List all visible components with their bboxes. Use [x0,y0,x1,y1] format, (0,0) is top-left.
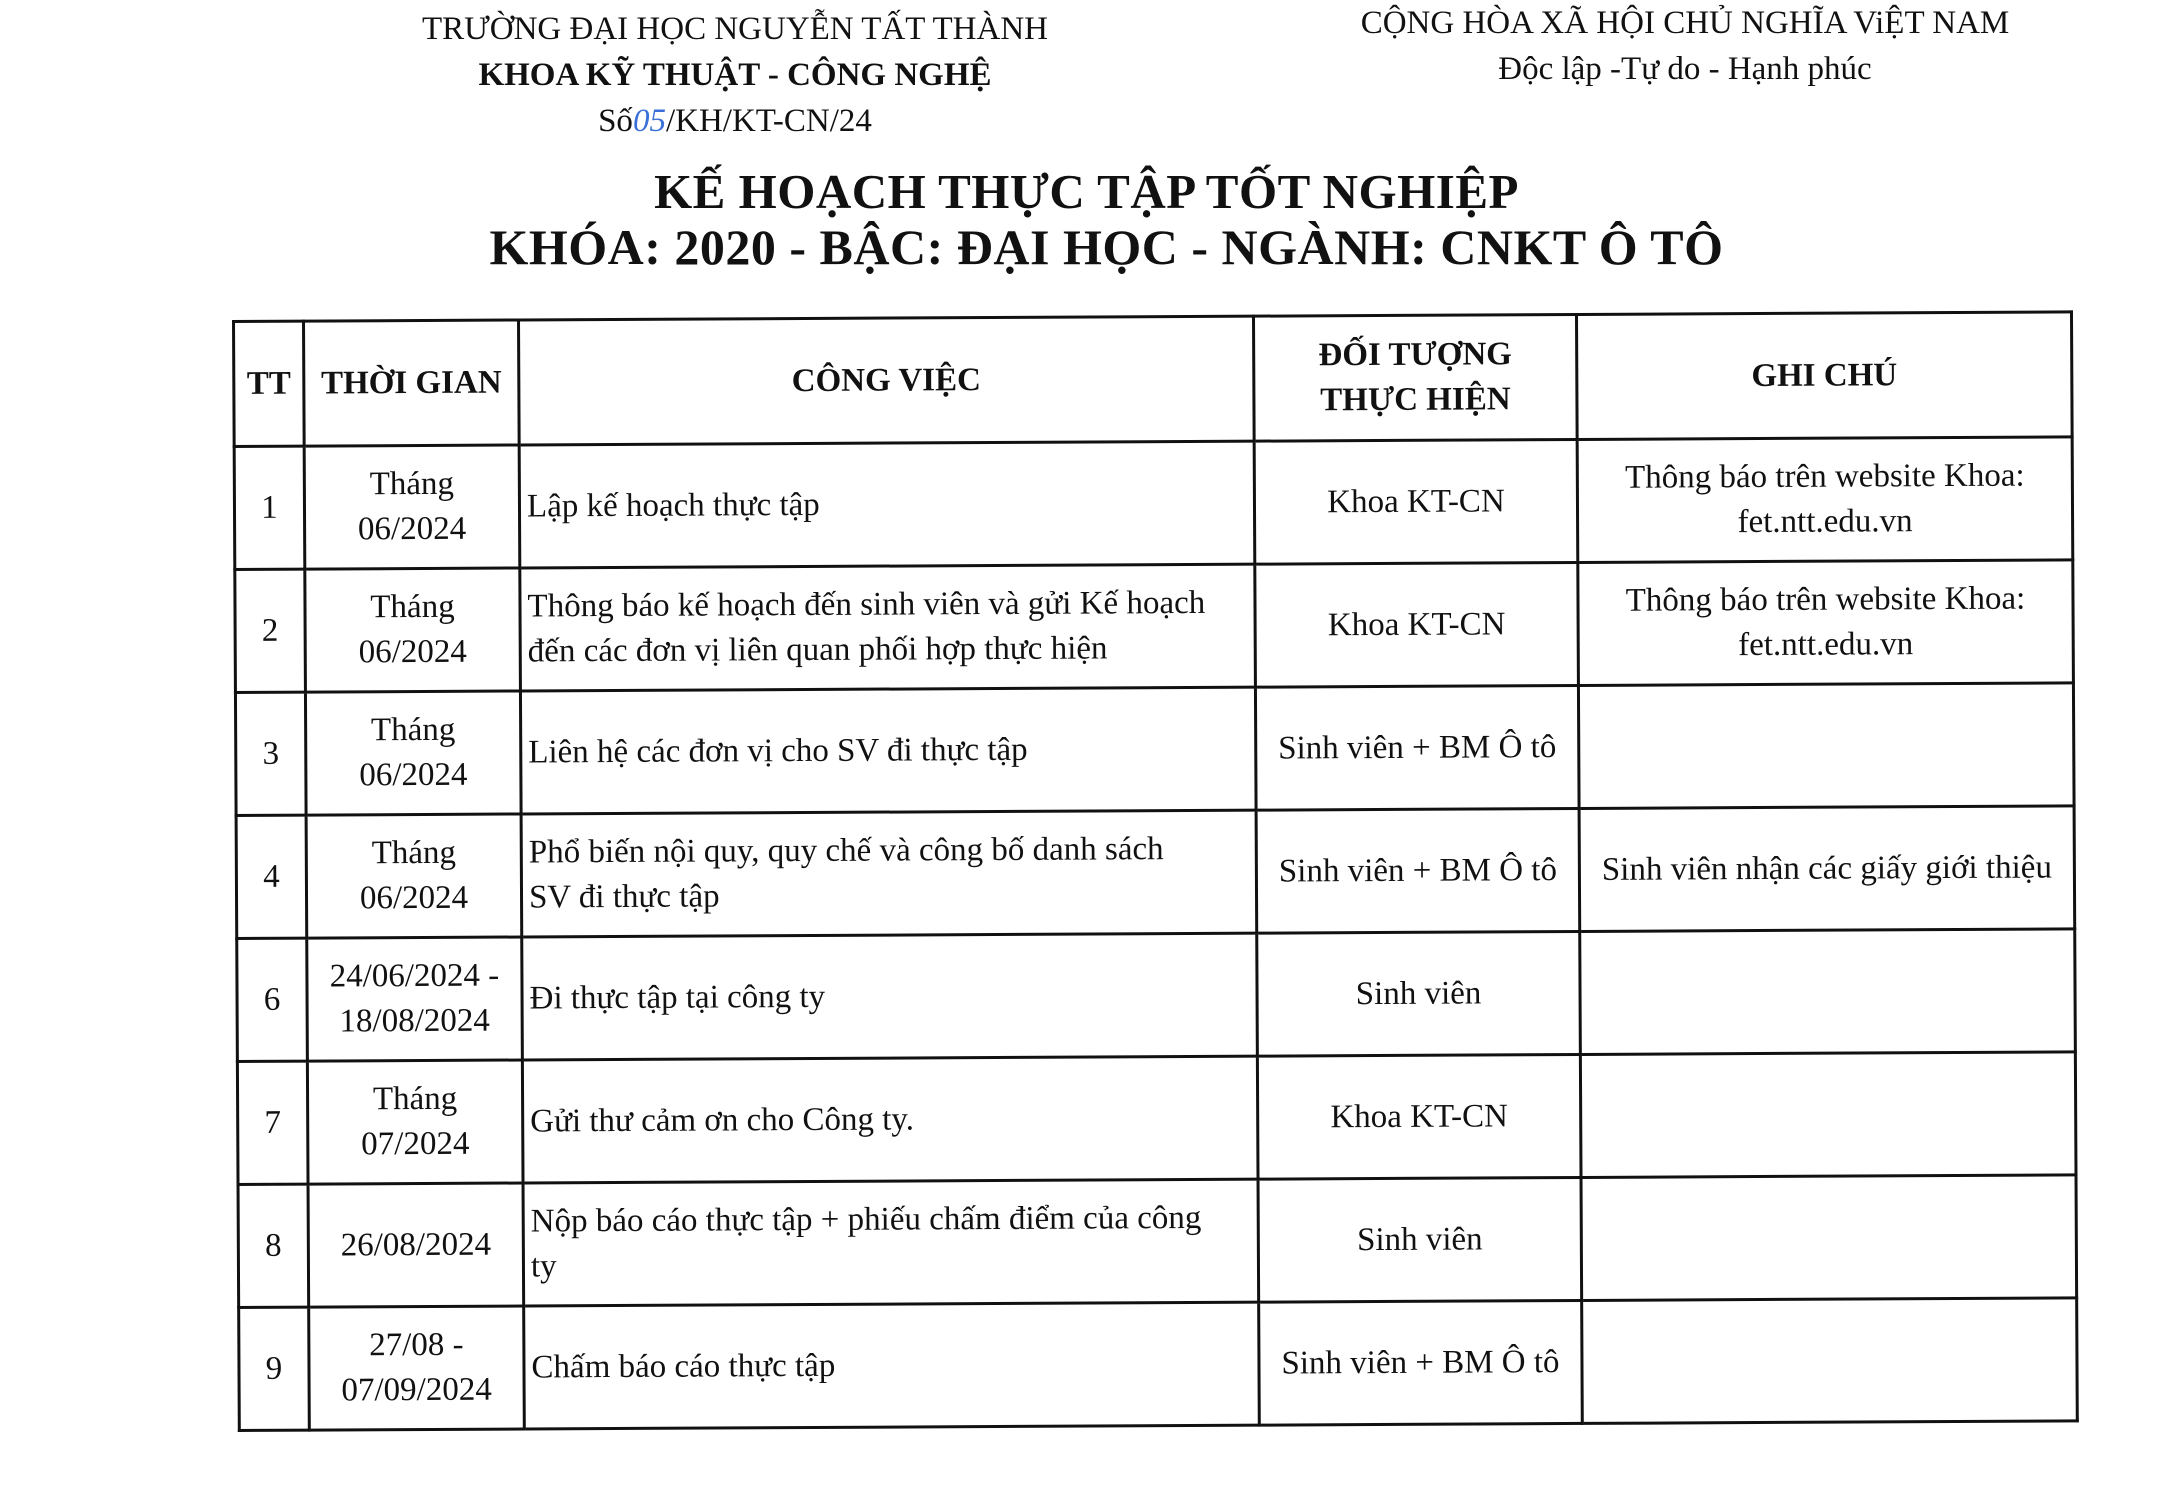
cell-note: Thông báo trên website Khoa: fet.ntt.edu.vn [1577,437,2073,563]
cell-note [1582,1298,2078,1424]
cell-target: Sinh viên + BM Ô tô [1255,685,1579,810]
cell-no: 6 [237,938,308,1061]
column-header-note: GHI CHÚ [1576,312,2072,440]
document-subtitle: KHÓA: 2020 - BẬC: ĐẠI HỌC - NGÀNH: CNKT Ô TÔ [489,219,1724,275]
cell-task: Lập kế hoạch thực tập [519,441,1255,568]
document-title: KẾ HOẠCH THỰC TẬP TỐT NGHIỆP [654,164,1519,219]
internship-plan-table [232,310,2079,1432]
university-name: TRƯỜNG ĐẠI HỌC NGUYỄN TẤT THÀNH [421,11,1048,47]
document-number [330,98,1140,144]
cell-no: 3 [235,692,306,815]
table-row [235,560,2074,693]
cell-task: Thông báo kế hoạch đến sinh viên và gửi Kế hoạch đến các đơn vị liên quan phối hợp thực hiện [520,564,1256,691]
cell-no: 9 [239,1307,310,1430]
cell-task: Phổ biến nội quy, quy chế và công bố danh sách SV đi thực tập [521,810,1257,937]
cell-time: 26/08/2024 [308,1183,524,1307]
cell-target: Khoa KT-CN [1255,562,1579,687]
column-header-no: TT [234,321,305,446]
faculty-name: KHOA KỸ THUẬT - CÔNG NGHỆ [478,57,992,93]
document-number-value: 05 [632,103,666,139]
cell-time: Tháng 06/2024 [305,691,521,815]
cell-task: Chấm báo cáo thực tập [524,1302,1260,1429]
cell-no: 7 [237,1061,308,1184]
cell-task: Đi thực tập tại công ty [522,933,1258,1060]
national-motto: Độc lập -Tự do - Hạnh phúc [1498,51,1872,87]
national-header [1255,0,2115,92]
cell-target: Sinh viên + BM Ô tô [1256,808,1580,933]
table-row [237,929,2076,1062]
cell-note: Thông báo trên website Khoa: fet.ntt.edu.vn [1578,560,2074,686]
cell-note [1580,929,2076,1055]
cell-target: Sinh viên [1257,931,1581,1056]
cell-target: Sinh viên + BM Ô tô [1259,1300,1583,1425]
table-row [237,1052,2076,1185]
cell-no: 8 [238,1184,309,1307]
column-header-target: ĐỐI TƯỢNG THỰC HIỆN [1253,314,1577,441]
cell-note: Sinh viên nhận các giấy giới thiệu [1579,806,2075,932]
column-header-task: CÔNG VIỆC [519,316,1255,445]
table-row [236,806,2075,939]
cell-time: Tháng 06/2024 [305,568,521,692]
cell-target: Khoa KT-CN [1254,439,1578,564]
table-row [234,437,2073,570]
cell-task: Liên hệ các đơn vị cho SV đi thực tập [520,687,1256,814]
institution-header [330,6,1140,144]
cell-note [1580,1052,2076,1178]
document-number-suffix: /KH/KT-CN/24 [665,103,872,139]
cell-time: 24/06/2024 - 18/08/2024 [307,937,523,1061]
column-header-time: THỜI GIAN [304,320,520,446]
cell-note [1581,1175,2077,1301]
cell-task: Gửi thư cảm ơn cho Công ty. [522,1056,1258,1183]
cell-time: Tháng 07/2024 [307,1060,523,1184]
cell-target: Khoa KT-CN [1257,1054,1581,1179]
cell-no: 4 [236,815,307,938]
cell-note [1578,683,2074,809]
cell-time: Tháng 06/2024 [304,445,520,569]
cell-task: Nộp báo cáo thực tập + phiếu chấm điểm của công ty [523,1179,1259,1306]
cell-time: Tháng 06/2024 [306,814,522,938]
table-row [239,1298,2078,1431]
country-name: CỘNG HÒA XÃ HỘI CHỦ NGHĨA ViỆT NAM [1360,5,2010,41]
cell-time: 27/08 - 07/09/2024 [309,1306,525,1430]
table-row [238,1175,2077,1308]
document-number-prefix: Số [598,103,633,139]
cell-no: 2 [235,569,306,692]
table-header-row [234,312,2073,447]
cell-no: 1 [234,446,305,569]
table-row [235,683,2074,816]
cell-target: Sinh viên [1258,1177,1582,1302]
